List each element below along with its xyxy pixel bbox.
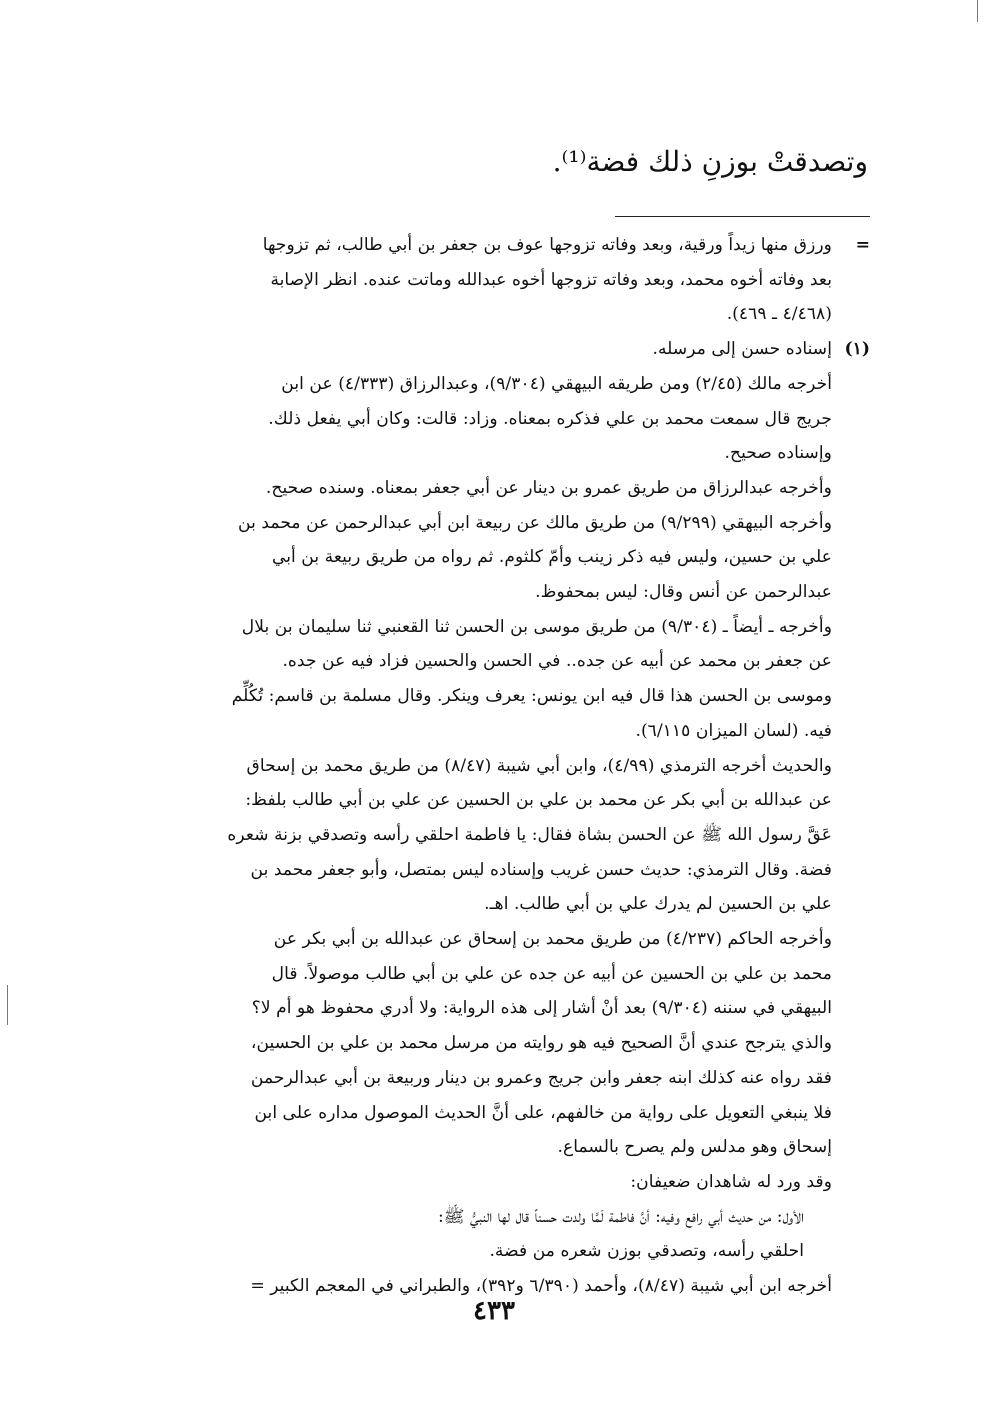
footnote-marker: (١): [844, 339, 870, 360]
note-line: جريج قال سمعت محمد بن علي فذكره بمعناه. وزاد: قالت: وكان أبي يفعل ذلك.: [268, 408, 832, 429]
note-line: وأخرجه البيهقي (٩/٢٩٩) من طريق مالك عن ربيعة ابن أبي عبدالرحمن عن محمد بن: [238, 512, 832, 533]
note-line: محمد بن علي بن الحسين عن أبيه عن جده عن علي بن أبي طالب موصولاً. قال: [271, 963, 832, 984]
footnote-paragraph: [120, 1200, 832, 1269]
note-line: الأول: من حديث أبي رافع وفيه: أنَّ فاطمة لَمَّا ولدت حسناً قال لها النبيُّ ﷺ:: [438, 1206, 804, 1227]
footnote-paragraph: [120, 367, 832, 471]
note-line: فلا ينبغي التعويل على رواية من خالفهم، على أنَّ الحديث الموصول مداره على ابن: [254, 1102, 832, 1123]
note-line: بعد وفاته أخوه محمد، وبعد وفاته تزوجها أخوه عبدالله وماتت عنده. انظر الإصابة: [270, 269, 832, 290]
footnote-paragraph: [120, 749, 832, 923]
note-line: عبدالرحمن عن أنس وقال: ليس بمحفوظ.: [535, 582, 832, 603]
note-line: وموسى بن الحسن هذا قال فيه ابن يونس: يعرف وينكر. وقال مسلمة بن قاسم: تُكُلِّم: [231, 686, 832, 707]
note-line: ورزق منها زيداً ورقية، وبعد وفاته تزوجها عوف بن جعفر بن أبي طالب، ثم تزوجها: [262, 235, 832, 255]
footnote-paragraph: [120, 922, 832, 1026]
note-line: وأخرجه ـ أيضاً ـ (٩/٣٠٤) من طريق موسى بن الحسن ثنا القعنبي ثنا سليمان بن بلال: [241, 616, 832, 637]
note-line: علي بن الحسين لم يدرك علي بن أبي طالب. اهـ.: [484, 894, 832, 915]
note-line: فضة. وقال الترمذي: حديث حسن غريب وإسناده ليس بمتصل، وأبو جعفر محمد بن: [250, 859, 832, 880]
scan-edge-mark: [977, 0, 978, 22]
note-line: أخرجه مالك (٢/٤٥) ومن طريقه البيهقي (٩/٣٠٤)، وعبدالرزاق (٤/٣٣٣) عن ابن: [281, 373, 832, 394]
note-line: إسناده حسن إلى مرسله.: [652, 339, 832, 360]
footnote-paragraph: [120, 506, 832, 610]
note-line: علي بن حسين، وليس فيه ذكر زينب وأمّ كلثوم. ثم رواه من طريق ربيعة بن أبي: [271, 547, 832, 568]
note-line: وأخرجه عبدالرزاق من طريق عمرو بن دينار عن أبي جعفر بمعناه. وسنده صحيح.: [265, 477, 832, 498]
footnotes-area: [120, 228, 870, 1304]
footnote-paragraph: [120, 471, 832, 506]
note-line: البيهقي في سننه (٩/٣٠٤) بعد أنْ أشار إلى هذه الرواية: ولا أدري محفوظ هو أم لا؟: [251, 998, 832, 1019]
note-line: عَقَّ رسول الله ﷺ عن الحسن بشاة فقال: يا فاطمة احلقي رأسه وتصدقي بزنة شعره: [227, 824, 832, 845]
note-line: والحديث أخرجه الترمذي (٤/٩٩)، وابن أبي شيبة (٨/٤٧) من طريق محمد بن إسحاق: [246, 755, 832, 776]
note-line: وقد ورد له شاهدان ضعيفان:: [630, 1171, 832, 1192]
note-line: عن جعفر بن محمد عن أبيه عن جده.. في الحسن والحسين فزاد فيه عن جده.: [282, 651, 832, 672]
scan-margin-mark: [7, 985, 8, 1025]
footnote-paragraph: [120, 1026, 832, 1165]
note-line: والذي يترجح عندي أنَّ الصحيح فيه هو روايته من مرسل محمد بن علي بن الحسين،: [250, 1033, 832, 1054]
footnote-1: [120, 332, 870, 1304]
note-line: وإسناده صحيح.: [724, 443, 832, 464]
continued-footnote: [120, 228, 870, 332]
footnote-divider: [615, 216, 870, 217]
continuation-marker: =: [855, 235, 870, 255]
note-line: إسحاق وهو مدلس ولم يصرح بالسماع.: [557, 1137, 832, 1158]
note-line: (٤/٤٦٨ ـ ٤٦٩).: [726, 304, 832, 325]
footnote-paragraph: [120, 610, 832, 749]
note-line: فيه. (لسان الميزان ٦/١١٥).: [635, 720, 832, 741]
note-line: فقد رواه عنه كذلك ابنه جعفر وابن جريج وعمرو بن دينار وربيعة بن أبي عبدالرحمن: [250, 1067, 832, 1088]
footnote-paragraph: [120, 1165, 832, 1200]
note-line: احلقي رأسه، وتصدقي بوزن شعره من فضة.: [489, 1241, 804, 1262]
note-line: عن عبدالله بن أبي بكر عن محمد بن علي بن الحسين عن علي بن أبي طالب بلفظ:: [245, 790, 832, 811]
note-line: وأخرجه الحاكم (٤/٢٣٧) من طريق محمد بن إسحاق عن عبدالله بن أبي بكر عن: [273, 929, 832, 950]
main-text: وتصدقتْ بوزنِ ذلك فضة⁽¹⁾.: [552, 145, 868, 178]
page-number: ٤٣٣: [473, 1296, 515, 1326]
footnote-paragraph: [120, 332, 832, 367]
note-line: أخرجه ابن أبي شيبة (٨/٤٧)، وأحمد (٦/٣٩٠ و٣٩٢)، والطبراني في المعجم الكبير =: [250, 1276, 832, 1297]
